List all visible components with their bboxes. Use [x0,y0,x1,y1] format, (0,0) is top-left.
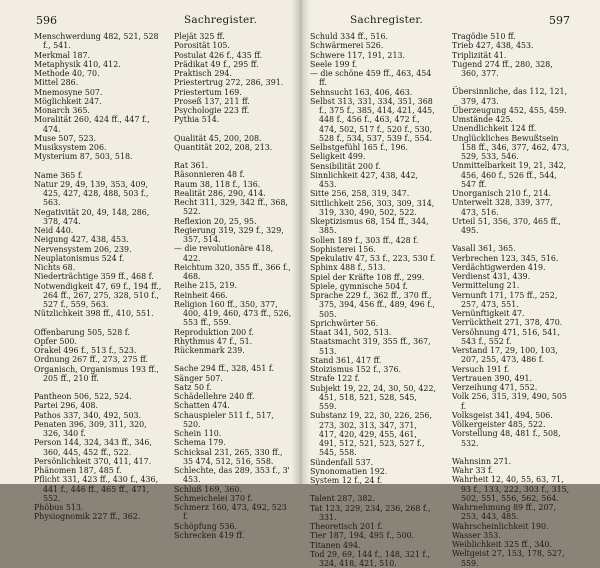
index-entry: Tod 29, 69, 144 f., 148, 321 f., 324, 418, 421, 510. [310,549,431,568]
index-entry: Priestertrug 272, 286, 391. [174,78,284,88]
index-entry: Vernunft 171, 175 ff., 252, 257, 473, 551. [452,290,558,309]
index-entry: Regierung 319, 329 f., 329, 357, 514. [174,225,284,244]
index-entry: Phänomen 187, 485 f. [34,466,122,475]
index-entry: Volksgeist 341, 494, 506. [452,410,553,420]
index-entry: Sitte 256, 258, 319, 347. [310,189,410,199]
index-entry: Schöpfung 536. [174,521,237,531]
index-entry: Penaten 396, 309, 311, 320, 326, 340 f. [34,419,147,438]
right-page [300,0,600,568]
index-entry: Substanz 19, 22, 30, 226, 256, 273, 302, 313, 347, 371, 417, 420, 429, 455, 461, 491, 512, 521, 523, 527 f., 545, 558. [310,411,433,458]
index-entry: Schauspieler 511 f., 517, 520. [174,410,274,429]
left-page-header [34,14,294,32]
index-entry: Vertrauen 390, 491. [452,373,533,383]
index-entry: Muse 507, 523. [34,133,97,143]
index-entry: Unendlichkeit 124 ff. [452,124,537,134]
index-entry: Strafe 122 f. [310,374,360,384]
index-entry: Schatten 474. [174,401,230,411]
index-entry: Synonomatien 192. [310,466,388,476]
index-entry: Reihe 215, 219. [174,281,238,291]
index-entry: Sensibilität 200 f. [310,161,381,171]
index-entry: Pythia 514. [174,115,220,125]
index-entry: Tugend 274 ff., 280, 328, 360, 377. [452,59,553,78]
index-entry: Umstände 425. [452,115,513,124]
index-entry: Sprichwörter 56. [310,318,379,328]
index-entry: Sehnsucht 163, 406, 463. [310,87,413,97]
index-entry: Phöbus 513. [34,503,84,512]
index-entry: Sittlichkeit 256, 303, 309, 314, 319, 330, 490, 502, 522. [310,198,435,217]
index-entry: Nervensystem 206, 239. [34,244,132,254]
index-entry: Metaphysik 410, 412. [34,59,121,69]
index-entry: Sinnlichkeit 427, 438, 442, 453. [310,170,419,189]
index-entry: Wahrheit 12, 40, 55, 63, 71, 93 f., 133, 222, 303 f., 315, 502, 551, 556, 562, 564. [452,475,570,503]
index-entry: Mittel 286. [34,78,79,88]
index-entry: Versöhnung 471, 516, 541, 543 f., 552 f. [452,327,560,346]
index-entry: Schädellehre 240 ff. [174,392,255,401]
index-entry: Selbst 313, 331, 334, 351, 368 f., 375 f., 385, 414, 421, 445, 448 f., 456 f., 463, 472 f., 474, 502, 517 f., 520 f., 530, 528 f., 534, 537, 539 f., 554. [310,96,435,143]
index-entry: Raum 38, 118 f., 136. [174,179,261,189]
index-entry: Qualität 45, 200, 208. [174,133,262,143]
index-entry: Seligkeit 499. [310,152,366,162]
index-entry: Sollen 189 f., 303 ff., 428 f. [310,235,419,245]
index-entry: Verstand 17, 29, 100, 103, 207, 255, 473, 486 f. [452,346,558,365]
index-entry: Ordnung 267 ff., 273, 275 ff. [34,355,148,365]
index-entry: Sündenfall 537. [310,457,374,467]
index-entry: Rückenmark 239. [174,346,245,355]
index-entry: Neuplatonismus 524 f. [34,253,125,263]
index-entry: Subjekt 19, 22, 24, 30, 50, 422, 451, 518, 521, 528, 545, 559. [310,383,436,411]
index-entry: Schema 179. [174,438,226,448]
index-entry: Sänger 507. [174,373,223,383]
left-page-columns [34,32,294,540]
right-column-2 [452,32,570,568]
index-entry: Monarch 365. [34,106,90,115]
index-entry: Verbrechen 123, 345, 516. [452,253,559,263]
index-entry: Schmerz 160, 473, 492, 523 f. [174,503,287,522]
index-entry: Unorganisch 210 f., 214. [452,189,551,198]
index-entry: Volk 256, 315, 319, 490, 505 f. [452,392,567,411]
index-entry: Weiblichkeit 325 ff., 340. [452,540,552,549]
index-entry: Nützlichkeit 398 ff., 410, 551. [34,309,154,319]
index-entry: Stoizismus 152 f., 376. [310,365,402,374]
index-entry: Priestertum 169. [174,87,242,97]
index-entry: Vermittelung 21. [452,281,520,291]
index-entry: Vasall 361, 365. [452,244,516,254]
book-gutter-shadow [292,0,310,484]
index-entry: Orakel 496 f., 513 f., 523. [34,346,137,355]
index-entry: Sophisterei 156. [310,244,376,254]
index-entry: Spekulativ 47, 53 f., 223, 530 f. [310,254,436,263]
index-entry: Titanen 494. [310,540,361,550]
index-entry: Skeptizismus 68, 154 ff., 344, 385. [310,217,429,236]
index-entry: Schluß 169, 360. [174,484,242,494]
index-entry: Staat 341, 502, 513. [310,328,392,337]
index-entry: Versuch 191 f. [452,364,510,374]
left-running-head: Sachregister. [184,14,258,26]
index-entry: Moralität 260, 424 ff., 447 f., 474. [34,115,150,134]
right-page-columns [310,32,570,568]
index-entry: Übersinnliche, das 112, 121, 379, 473. [452,87,568,106]
index-entry: Unmittelbarkeit 19, 21, 342, 456, 460 f., 526 ff., 544, 547 ff. [452,161,567,189]
index-entry: Talent 287, 382. [310,494,375,504]
left-page-number: 596 [36,14,57,27]
index-entry: Postulat 426 f., 435 ff. [174,50,263,60]
right-page-header [310,14,570,32]
index-entry: Musiksystem 206. [34,143,107,152]
index-entry: Offenbarung 505, 528 f. [34,327,130,337]
index-entry: Tat 123, 229, 234, 236, 268 f., 331. [310,503,431,522]
index-entry: Mysterium 87, 503, 518. [34,152,133,162]
right-column-1 [310,32,436,568]
index-entry: Möglichkeit 247. [34,96,102,106]
section-gap [34,383,166,392]
index-entry: Verzeihung 471, 552. [452,383,538,392]
index-entry: Nichts 68. [34,263,76,272]
section-gap [174,125,292,134]
index-entry: Sphinx 488 f., 513. [310,263,386,273]
index-entry: Methode 40, 70. [34,69,100,78]
index-entry: Schwärmerei 526. [310,41,384,51]
index-entry: Organisch, Organismus 193 ff., 205 ff., 210 ff. [34,364,159,383]
index-entry: Theoretisch 201 f. [310,522,383,531]
section-gap [34,162,166,171]
index-entry: Opfer 500. [34,336,77,346]
index-entry: Notwendigkeit 47, 69 f., 194 ff., 264 ff., 267, 275, 328, 510 f., 527 f., 559, 563. [34,281,162,309]
index-entry: Persönlichkeit 370, 411, 417. [34,456,152,466]
section-gap [174,152,292,161]
index-entry: Spiel der Kräfte 108 ff., 299. [310,272,425,282]
index-entry: Reproduktion 200 f. [174,327,254,337]
index-entry: Psychologie 223 ff. [174,106,250,115]
index-entry: Sprache 229 f., 362 ff., 370 ff., 375, 394, 456 ff., 489, 496 f., 505. [310,291,435,319]
index-entry: Tragödie 510 ff. [452,32,516,41]
index-entry: Stand 361, 417 ff. [310,355,382,365]
section-gap [452,448,570,457]
index-entry: Physiognomik 227 ff., 362. [34,512,141,522]
index-entry: Wasser 353. [452,530,501,540]
index-entry: Neigung 427, 438, 453. [34,235,129,245]
index-entry: Wahrscheinlichkeit 190. [452,521,549,531]
right-page-number: 597 [549,14,570,27]
index-entry: Schwere 117, 191, 213. [310,50,406,60]
index-entry: Seele 199 f. [310,59,358,69]
left-column-1 [34,32,166,540]
section-gap [452,78,570,87]
index-entry: — die revolutionäre 418, 422. [174,244,274,263]
section-gap [34,319,166,328]
index-entry: Unglückliches Bewußtsein 158 ff., 346, 377, 462, 473, 529, 533, 546. [452,133,570,161]
index-entry: Plejät 325 ff. [174,32,225,41]
index-entry: Rat 361. [174,161,209,170]
index-entry: Neid 440. [34,226,74,235]
left-page [0,0,300,540]
index-entry: Verdienst 431, 439. [452,272,531,281]
index-entry: Wahrnehmung 89 ff., 207, 253, 443, 485. [452,503,556,522]
left-column-2 [174,32,292,540]
index-entry: Proseß 137, 211 ff. [174,96,250,106]
index-entry: Vernünftigkeit 47. [452,309,525,318]
index-entry: Natur 29, 49, 139, 353, 409, 425, 427, 428, 488, 503 f., 563. [34,179,149,208]
index-entry: Pantheon 506, 522, 524. [34,392,132,401]
index-entry: Rhythmus 47 f., 51. [174,336,253,346]
section-gap [310,485,436,494]
index-entry: Quantität 202, 208, 213. [174,142,273,152]
index-entry: Weltgeist 27, 153, 178, 527, 559. [452,549,565,568]
index-entry: Überzeugung 452, 455, 459. [452,105,567,115]
section-gap [452,235,570,244]
index-entry: Staatsmacht 319, 355 ff., 367, 513. [310,337,431,356]
index-entry: System 12 f., 24 f. [310,476,383,485]
index-entry: Schuld 334 ff., 516. [310,32,389,41]
index-entry: Räsonnieren 48 f. [174,170,245,180]
index-entry: Verdächtigwerden 419. [452,262,546,272]
index-entry: Prädikat 49 f., 295 ff. [174,59,259,69]
index-entry: Völkergeister 485, 522. [452,420,546,429]
index-entry: Vorstellung 48, 481 f., 508, 532. [452,429,561,448]
index-entry: — die schöne 459 ff., 463, 454 ff. [310,69,432,88]
index-entry: Spiele, gymnische 504 f. [310,281,408,291]
index-entry: Schlechte, das 289, 353 f., 3' 453. [174,466,290,485]
index-entry: Wahnsinn 271. [452,456,512,466]
index-entry: Reflexion 20, 25, 95. [174,216,257,226]
index-entry: Realität 286, 290, 414. [174,188,266,198]
index-entry: Merkmal 187. [34,50,91,60]
index-entry: Porosität 105. [174,41,230,51]
index-entry: Urteil 51, 356, 370, 465 ff., 495. [452,216,561,235]
index-entry: Pflicht 331, 423 ff., 430 f., 436, 441 f., 446 ff., 465 ff., 471, 552. [34,475,159,503]
section-gap [174,355,292,364]
index-entry: Mnemosyne 507. [34,87,103,97]
index-entry: Partei 296, 408. [34,401,98,411]
index-entry: Selbstgefühl 165 f., 196. [310,143,409,152]
index-entry: Schmeichelei 370 f. [174,493,253,503]
index-entry: Recht 311, 329, 342 ff., 368, 522. [174,198,288,217]
index-entry: Schein 110. [174,429,222,438]
index-entry: Reichtum 320, 355 ff., 366 f., 468. [174,262,291,281]
index-entry: Trieb 427, 438, 453. [452,41,534,51]
index-entry: Tier 187, 194, 495 f., 500. [310,531,415,541]
index-entry: Wahr 33 f. [452,466,494,475]
index-entry: Reinheit 466. [174,290,228,300]
index-entry: Schrecken 419 ff. [174,530,245,540]
index-entry: Satz 50 f. [174,382,212,392]
index-entry: Sache 294 ff., 328, 451 f. [174,364,275,374]
index-entry: Unterwelt 328, 339, 377, 473, 516. [452,198,553,217]
index-entry: Triplizität 41. [452,50,507,60]
index-entry: Person 144, 324, 343 ff., 346, 360, 445, 452 ff., 522. [34,438,152,457]
index-entry: Schicksal 231, 265, 330 ff., 35 474, 512, 516, 558. [174,447,283,466]
right-running-head: Sachregister. [350,14,424,26]
index-entry: Menschwerdung 482, 521, 528 f., 541. [34,32,159,51]
index-entry: Religion 160 ff., 350, 377, 400, 419, 460, 473 ff., 526, 553 ff., 559. [174,299,292,328]
index-entry: Name 365 f. [34,170,83,180]
index-entry: Verrücktheit 271, 378, 470. [452,318,563,328]
index-entry: Praktisch 294. [174,69,232,78]
index-entry: Niederträchtige 359 ff., 468 f. [34,272,154,282]
index-entry: Pathos 337, 340, 492, 503. [34,410,142,420]
index-entry: Negativität 20, 49, 148, 286, 378, 474. [34,207,150,226]
